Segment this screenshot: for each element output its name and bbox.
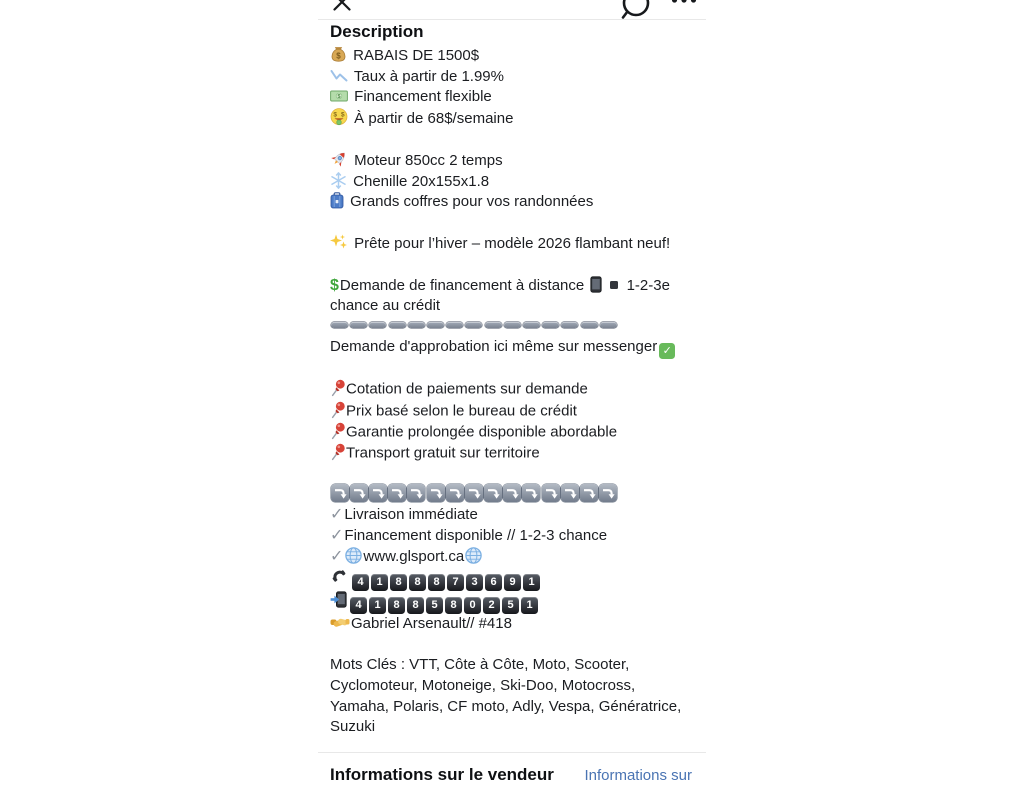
description-line: Grands coffres pour vos randonnées xyxy=(330,192,694,213)
dash-emoji xyxy=(389,322,406,329)
dash-emoji xyxy=(427,322,444,329)
dash-emoji xyxy=(542,322,559,329)
arrow-emoji xyxy=(331,484,349,502)
description-line: Demande d'approbation ici même sur messenger ✓ xyxy=(330,337,694,359)
dash-emoji xyxy=(561,322,578,329)
description-line: ✓Financement disponible // 1-2-3 chance xyxy=(330,527,608,545)
description-line: Chenille 20x155x1.8 xyxy=(330,172,694,193)
key-emoji: 8 xyxy=(390,574,407,591)
description-lines xyxy=(330,46,694,738)
top-bar xyxy=(318,0,706,20)
dash-emoji xyxy=(485,322,502,329)
description-line xyxy=(330,317,694,338)
pin-emoji xyxy=(330,379,346,397)
key-emoji: 6 xyxy=(485,574,502,591)
description-line xyxy=(330,635,694,656)
description-line xyxy=(330,591,694,615)
checkgray-emoji: ✓ xyxy=(330,527,344,545)
handshake-emoji xyxy=(330,615,350,630)
dash-emoji xyxy=(446,322,463,329)
arrow-emoji xyxy=(388,484,406,502)
description-line: Prix basé selon le bureau de crédit xyxy=(330,401,694,422)
svg-text:$: $ xyxy=(340,111,345,119)
search-icon[interactable] xyxy=(620,0,652,21)
arrow-emoji xyxy=(599,484,617,502)
description-line xyxy=(330,484,694,505)
description-line xyxy=(330,567,694,591)
key-emoji: 8 xyxy=(407,597,424,614)
dash-emoji xyxy=(369,322,386,329)
blacksquare-emoji xyxy=(610,281,618,289)
key-emoji: 1 xyxy=(369,597,386,614)
arrow-emoji xyxy=(580,484,598,502)
key-emoji: 8 xyxy=(445,597,462,614)
svg-text:$: $ xyxy=(337,94,341,101)
key-emoji: 1 xyxy=(521,597,538,614)
description-line: Moteur 850cc 2 temps xyxy=(330,150,694,172)
dash-emoji xyxy=(504,322,521,329)
receiver-emoji xyxy=(330,567,348,585)
description-line: $Demande de financement à distance 1-2-3e chance au crédit xyxy=(330,276,670,315)
checkgray-emoji: ✓ xyxy=(330,547,344,565)
key-emoji: 5 xyxy=(502,597,519,614)
dash-emoji xyxy=(331,322,348,329)
close-icon[interactable] xyxy=(332,0,352,12)
description-line: Gabriel Arsenault// #418 xyxy=(330,614,694,635)
moneybag-emoji xyxy=(330,46,347,63)
arrow-emoji xyxy=(427,484,445,502)
checkgray-emoji: ✓ xyxy=(330,506,344,524)
description-line xyxy=(330,213,694,234)
key-emoji: 4 xyxy=(352,574,369,591)
key-emoji: 1 xyxy=(371,574,388,591)
luggage-emoji xyxy=(330,192,344,209)
key-emoji: 3 xyxy=(466,574,483,591)
dash-emoji xyxy=(350,322,367,329)
key-emoji: 8 xyxy=(428,574,445,591)
key-emoji: 9 xyxy=(504,574,521,591)
dollars-emoji: $ xyxy=(330,276,339,294)
description-line: $ RABAIS DE 1500$ xyxy=(330,46,694,67)
seller-info-link[interactable]: Informations sur xyxy=(584,766,692,784)
arrow-emoji xyxy=(465,484,483,502)
arrow-emoji xyxy=(446,484,464,502)
key-emoji: 0 xyxy=(464,597,481,614)
description-line: Mots Clés : VTT, Côte à Côte, Moto, Scooter, Cyclomoteur, Motoneige, Ski-Doo, Motocross, Yamaha, Polaris, CF moto, Adly, Vespa, Génératrice, Suzuki xyxy=(330,656,682,736)
svg-text:$: $ xyxy=(333,111,338,119)
description-line: Prête pour l’hiver – modèle 2026 flambant neuf! xyxy=(330,233,694,255)
moneyface-emoji xyxy=(330,108,348,126)
description-line: $ $ À partir de 68$/semaine xyxy=(330,108,694,130)
banknote-emoji xyxy=(330,90,348,102)
arrow-emoji xyxy=(561,484,579,502)
arrow-emoji xyxy=(542,484,560,502)
dash-emoji xyxy=(408,322,425,329)
svg-text:$: $ xyxy=(336,51,341,61)
arrow-emoji xyxy=(350,484,368,502)
globe-emoji xyxy=(465,547,482,564)
description-line: $ Financement flexible xyxy=(330,87,694,108)
description-line: Cotation de paiements sur demande xyxy=(330,379,694,400)
description-line: Garantie prolongée disponible abordable xyxy=(330,422,694,443)
dash-emoji xyxy=(523,322,540,329)
key-emoji: 4 xyxy=(350,597,367,614)
seller-section-header xyxy=(318,753,706,785)
arrow-emoji xyxy=(522,484,540,502)
key-emoji: 8 xyxy=(409,574,426,591)
pin-emoji xyxy=(330,401,346,419)
description-section xyxy=(318,22,706,738)
more-options-icon[interactable] xyxy=(670,0,698,6)
description-line: ✓Livraison immédiate xyxy=(330,506,478,524)
description-line: Transport gratuit sur territoire xyxy=(330,443,694,464)
pin-emoji xyxy=(330,443,346,461)
dash-emoji xyxy=(465,322,482,329)
key-emoji: 8 xyxy=(388,597,405,614)
arrow-emoji xyxy=(503,484,521,502)
description-heading: Description xyxy=(330,22,424,41)
phonearrow-emoji xyxy=(330,591,347,608)
dash-emoji xyxy=(581,322,598,329)
snowflake-emoji xyxy=(330,172,347,189)
dash-emoji xyxy=(600,322,617,329)
sparkles-emoji xyxy=(330,233,348,251)
description-line xyxy=(330,464,694,485)
chartdown-emoji xyxy=(330,68,348,83)
description-line: ✓ www.glsport.ca xyxy=(330,547,694,568)
arrow-emoji xyxy=(484,484,502,502)
checkgreen-emoji: ✓ xyxy=(659,343,675,359)
content-column xyxy=(318,0,706,784)
key-emoji: 2 xyxy=(483,597,500,614)
rocket-emoji xyxy=(330,150,348,168)
arrow-emoji xyxy=(369,484,387,502)
key-emoji: 1 xyxy=(523,574,540,591)
description-line xyxy=(330,359,694,380)
description-line: Taux à partir de 1.99% xyxy=(330,67,694,88)
pin-emoji xyxy=(330,422,346,440)
description-line xyxy=(330,255,694,276)
key-emoji: 7 xyxy=(447,574,464,591)
phone-emoji xyxy=(590,276,602,293)
seller-info-heading: Informations sur le vendeur xyxy=(330,764,554,784)
globe-emoji xyxy=(345,547,362,564)
description-line xyxy=(330,129,694,150)
key-emoji: 5 xyxy=(426,597,443,614)
arrow-emoji xyxy=(407,484,425,502)
